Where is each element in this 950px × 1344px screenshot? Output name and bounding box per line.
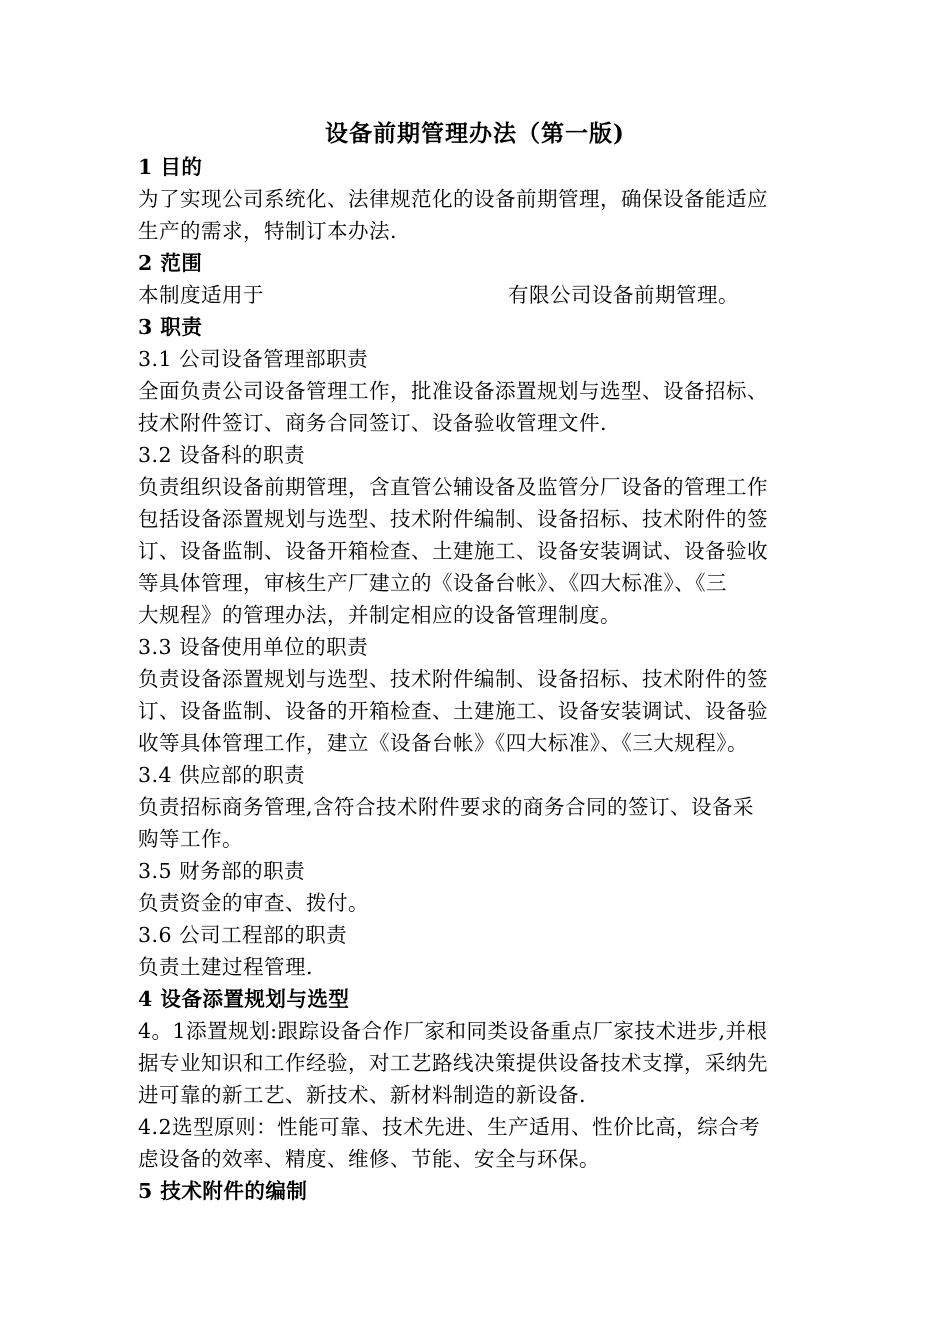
subsection-heading: 3.4 供应部的职责 bbox=[138, 763, 306, 787]
section-heading-duties: 3 职责 bbox=[138, 315, 203, 339]
paragraph-line: 负责组织设备前期管理，含直管公辅设备及监管分厂设备的管理工作 bbox=[138, 475, 768, 499]
paragraph-line: 负责设备添置规划与选型、技术附件编制、设备招标、技术附件的签 bbox=[138, 667, 768, 691]
subsection-heading: 3.2 设备科的职责 bbox=[138, 443, 306, 467]
paragraph-line-scope bbox=[138, 279, 828, 311]
section-heading-scope: 2 范围 bbox=[138, 251, 203, 275]
paragraph-line: 负责资金的审查、拨付。 bbox=[138, 891, 369, 915]
subsection-heading: 3.3 设备使用单位的职责 bbox=[138, 635, 369, 659]
section-heading-planning: 4 设备添置规划与选型 bbox=[138, 987, 350, 1011]
section-heading-attachments: 5 技术附件的编制 bbox=[138, 1179, 308, 1203]
paragraph-line: 等具体管理，审核生产厂建立的《设备台帐》、《四大标准》、《三 bbox=[138, 571, 727, 595]
paragraph-line: 为了实现公司系统化、法律规范化的设备前期管理，确保设备能适应 bbox=[138, 187, 768, 211]
subsection-heading: 3.6 公司工程部的职责 bbox=[138, 923, 348, 947]
paragraph-line: 4.2选型原则：性能可靠、技术先进、生产适用、性价比高，综合考 bbox=[138, 1115, 761, 1139]
subsection-heading: 3.1 公司设备管理部职责 bbox=[138, 347, 369, 371]
paragraph-line: 负责土建过程管理. bbox=[138, 955, 314, 979]
paragraph-line: 虑设备的效率、精度、维修、节能、安全与环保。 bbox=[138, 1147, 600, 1171]
paragraph-line: 进可靠的新工艺、新技术、新材料制造的新设备. bbox=[138, 1083, 587, 1107]
paragraph-line: 生产的需求，特制订本办法. bbox=[138, 219, 398, 243]
paragraph-line: 订、设备监制、设备开箱检查、土建施工、设备安装调试、设备验收 bbox=[138, 539, 768, 563]
paragraph-line: 技术附件签订、商务合同签订、设备验收管理文件. bbox=[138, 411, 608, 435]
paragraph-line: 4。1添置规划:跟踪设备合作厂家和同类设备重点厂家技术进步,并根 bbox=[138, 1019, 768, 1043]
paragraph-line: 全面负责公司设备管理工作，批准设备添置规划与选型、设备招标、 bbox=[138, 379, 768, 403]
paragraph-line: 大规程》的管理办法，并制定相应的设备管理制度。 bbox=[138, 603, 621, 627]
paragraph-line: 购等工作。 bbox=[138, 827, 243, 851]
section-heading-purpose: 1 目的 bbox=[138, 155, 203, 179]
scope-text-end: 有限公司设备前期管理。 bbox=[508, 283, 739, 307]
paragraph-line: 订、设备监制、设备的开箱检查、土建施工、设备安装调试、设备验 bbox=[138, 699, 768, 723]
paragraph-line: 收等具体管理工作，建立《设备台帐》《四大标准》、《三大规程》。 bbox=[138, 731, 748, 755]
subsection-heading: 3.5 财务部的职责 bbox=[138, 859, 306, 883]
paragraph-line: 据专业知识和工作经验，对工艺路线决策提供设备技术支撑，采纳先 bbox=[138, 1051, 768, 1075]
paragraph-line: 负责招标商务管理,含符合技术附件要求的商务合同的签订、设备采 bbox=[138, 795, 755, 819]
paragraph-line: 包括设备添置规划与选型、技术附件编制、设备招标、技术附件的签 bbox=[138, 507, 768, 531]
scope-text-start: 本制度适用于 bbox=[138, 283, 264, 307]
page-title: 设备前期管理办法（第一版) bbox=[325, 120, 625, 147]
